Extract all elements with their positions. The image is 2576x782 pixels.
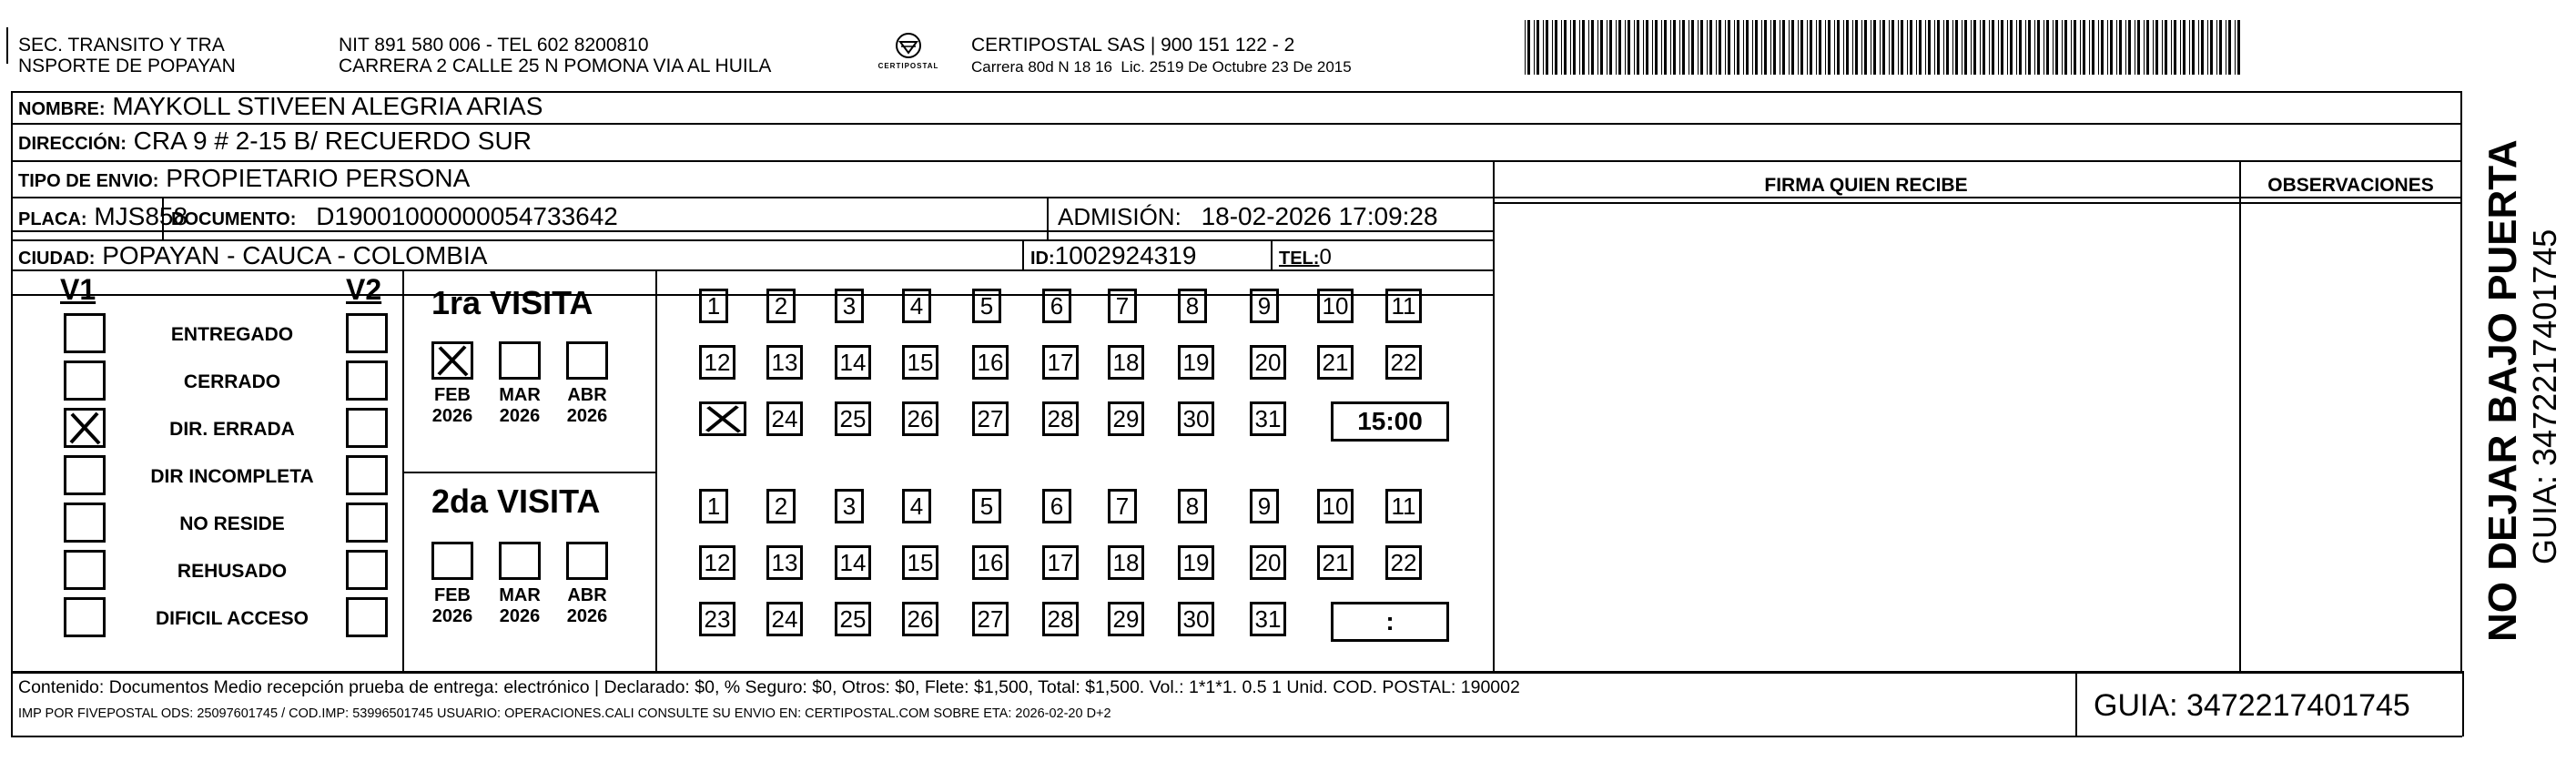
v1-checkbox[interactable]: [64, 361, 106, 401]
day-box[interactable]: 15: [902, 545, 938, 580]
side-guia: GUIA: 3472217401745: [2526, 229, 2563, 564]
day-box[interactable]: 20: [1250, 345, 1286, 380]
status-option-label: NO RESIDE: [179, 513, 285, 534]
day-box[interactable]: 16: [972, 345, 1009, 380]
month-label: FEB 2026: [431, 385, 473, 426]
day-box[interactable]: 19: [1178, 545, 1214, 580]
status-option-label: REHUSADO: [177, 561, 288, 582]
day-box[interactable]: 24: [766, 602, 803, 636]
status-option-label: DIFICIL ACCESO: [155, 608, 309, 629]
day-box[interactable]: 22: [1385, 545, 1422, 580]
day-box[interactable]: 18: [1108, 545, 1144, 580]
v2-label: V2: [346, 273, 382, 306]
shipment-type: PROPIETARIO PERSONA: [166, 164, 471, 192]
month-label: ABR 2026: [566, 585, 608, 626]
v1-checkbox[interactable]: [64, 550, 106, 590]
day-box[interactable]: 5: [972, 289, 1001, 323]
recipient-address-row: [18, 127, 532, 156]
day-box[interactable]: 27: [972, 401, 1009, 436]
day-box[interactable]: 8: [1178, 289, 1207, 323]
company-name: CERTIPOSTAL SAS | 900 151 122 - 2: [971, 35, 1295, 56]
month-checkbox[interactable]: [431, 542, 473, 580]
certipostal-logo: CERTIPOSTAL: [874, 27, 943, 76]
admission-value: 18-02-2026 17:09:28: [1201, 202, 1438, 230]
city-field: CIUDAD: POPAYAN - CAUCA - COLOMBIA: [18, 241, 488, 269]
day-box[interactable]: 24: [766, 401, 803, 436]
plate-field: PLACA: MJS858: [18, 202, 188, 230]
day-box[interactable]: 29: [1108, 401, 1144, 436]
day-box[interactable]: 9: [1250, 289, 1279, 323]
day-box[interactable]: 28: [1042, 401, 1079, 436]
day-box[interactable]: 2: [766, 489, 796, 523]
day-box[interactable]: 6: [1042, 289, 1071, 323]
document-value: D19001000000054733642: [316, 202, 618, 230]
v2-checkbox[interactable]: [346, 503, 388, 543]
month-label: MAR 2026: [499, 385, 541, 426]
sender-nit: NIT 891 580 006 - TEL 602 8200810: [339, 35, 649, 56]
footer-guia: GUIA: 3472217401745: [2094, 688, 2410, 723]
status-option-label: CERRADO: [183, 371, 281, 392]
day-box[interactable]: 25: [835, 602, 871, 636]
day-box[interactable]: 23: [699, 602, 735, 636]
month-checkbox[interactable]: [566, 341, 608, 380]
day-box[interactable]: 11: [1385, 289, 1422, 323]
footer-content-line: Contenido: Documentos Medio recepción prueba de entrega: electrónico | Declarado: $0, % Seguro: $0, Otros: $0, Flete: $1,500, Total: $1,500. Vol.: 1*1*1. 0.5 1 Unid. COD. POSTAL: 190002: [18, 677, 1520, 697]
day-box[interactable]: 18: [1108, 345, 1144, 380]
month-label: MAR 2026: [499, 585, 541, 626]
day-box[interactable]: 26: [902, 401, 938, 436]
day-box[interactable]: 10: [1317, 289, 1354, 323]
v2-checkbox[interactable]: [346, 361, 388, 401]
day-box[interactable]: 25: [835, 401, 871, 436]
month-checkbox[interactable]: [499, 542, 541, 580]
day-box[interactable]: 7: [1108, 489, 1137, 523]
day-box[interactable]: 1: [699, 489, 728, 523]
day-box[interactable]: 17: [1042, 545, 1079, 580]
day-box[interactable]: 9: [1250, 489, 1279, 523]
day-box[interactable]: [699, 401, 746, 436]
plate-value: MJS858: [94, 202, 188, 230]
city-value: POPAYAN - CAUCA - COLOMBIA: [102, 241, 488, 269]
visit2-title: 2da VISITA: [431, 482, 601, 520]
day-box[interactable]: 14: [835, 345, 871, 380]
v1-checkbox[interactable]: [64, 597, 106, 637]
v1-checkbox[interactable]: [64, 408, 106, 448]
day-box[interactable]: 12: [699, 545, 735, 580]
day-box[interactable]: 8: [1178, 489, 1207, 523]
v1-label: V1: [60, 273, 96, 306]
shipment-type-label: TIPO DE ENVIO:: [18, 171, 159, 191]
day-box[interactable]: 10: [1317, 489, 1354, 523]
day-box[interactable]: 17: [1042, 345, 1079, 380]
day-box[interactable]: 20: [1250, 545, 1286, 580]
day-box[interactable]: 11: [1385, 489, 1422, 523]
sender-address: CARRERA 2 CALLE 25 N POMONA VIA AL HUILA: [339, 56, 772, 76]
day-box[interactable]: 28: [1042, 602, 1079, 636]
month-checkbox[interactable]: [499, 341, 541, 380]
v2-checkbox[interactable]: [346, 408, 388, 448]
recipient-address: CRA 9 # 2-15 B/ RECUERDO SUR: [133, 127, 532, 155]
v1-checkbox[interactable]: [64, 455, 106, 495]
day-box[interactable]: 26: [902, 602, 938, 636]
day-box[interactable]: 31: [1250, 602, 1286, 636]
status-option-label: DIR INCOMPLETA: [150, 466, 314, 487]
day-box[interactable]: 21: [1317, 345, 1354, 380]
day-box[interactable]: 1: [699, 289, 728, 323]
document-field: DOCUMENTO: D19001000000054733642: [171, 202, 618, 230]
day-box[interactable]: 3: [835, 289, 864, 323]
day-box[interactable]: 4: [902, 489, 931, 523]
day-box[interactable]: 3: [835, 489, 864, 523]
footer-print-line: IMP POR FIVEPOSTAL ODS: 25097601745 / COD.IMP: 53996501745 USUARIO: OPERACIONES.CALI CONSULTE SU ENVIO EN: CERTIPOSTAL.COM SOBRE ETA: 2026-02-20 D+2: [18, 706, 1111, 721]
day-box[interactable]: 4: [902, 289, 931, 323]
day-box[interactable]: 19: [1178, 345, 1214, 380]
sender-entity-line1: SEC. TRANSITO Y TRA: [18, 35, 225, 56]
time-box[interactable]: 15:00: [1331, 401, 1449, 442]
recipient-name-row: [18, 92, 543, 121]
visit1-title: 1ra VISITA: [431, 284, 593, 321]
name-label: NOMBRE:: [18, 99, 106, 119]
tel-value: 0: [1319, 245, 1332, 269]
address-label: DIRECCIÓN:: [18, 134, 127, 154]
v1-checkbox[interactable]: [64, 503, 106, 543]
day-box[interactable]: 14: [835, 545, 871, 580]
day-box[interactable]: 2: [766, 289, 796, 323]
shipment-type-row: [18, 164, 470, 193]
company-license: Carrera 80d N 18 16 Lic. 2519 De Octubre 23 De 2015: [971, 58, 1352, 76]
day-box[interactable]: 30: [1178, 401, 1214, 436]
id-value: 1002924319: [1054, 241, 1197, 269]
status-option-label: DIR. ERRADA: [169, 419, 295, 440]
side-warning: NO DEJAR BAJO PUERTA: [2480, 139, 2525, 642]
day-box[interactable]: 27: [972, 602, 1009, 636]
signature-header: FIRMA QUIEN RECIBE: [1764, 175, 1968, 196]
status-option-label: ENTREGADO: [170, 324, 294, 345]
day-box[interactable]: 13: [766, 345, 803, 380]
barcode: [1525, 20, 2244, 76]
day-box[interactable]: 30: [1178, 602, 1214, 636]
day-box[interactable]: 22: [1385, 345, 1422, 380]
v2-checkbox[interactable]: [346, 455, 388, 495]
month-checkbox[interactable]: [431, 341, 473, 380]
day-box[interactable]: 16: [972, 545, 1009, 580]
day-box[interactable]: 21: [1317, 545, 1354, 580]
observations-header: OBSERVACIONES: [2267, 175, 2434, 196]
day-box[interactable]: 12: [699, 345, 735, 380]
recipient-name: MAYKOLL STIVEEN ALEGRIA ARIAS: [112, 92, 543, 120]
day-box[interactable]: 6: [1042, 489, 1071, 523]
day-box[interactable]: 31: [1250, 401, 1286, 436]
id-field: ID:1002924319: [1030, 241, 1197, 269]
admission-field: ADMISIÓN: 18-02-2026 17:09:28: [1058, 202, 1438, 230]
day-box[interactable]: 7: [1108, 289, 1137, 323]
day-box[interactable]: 13: [766, 545, 803, 580]
month-checkbox[interactable]: [566, 542, 608, 580]
month-label: ABR 2026: [566, 385, 608, 426]
tel-field: TEL:0: [1279, 245, 1332, 269]
v2-checkbox[interactable]: [346, 313, 388, 353]
day-box[interactable]: 5: [972, 489, 1001, 523]
day-box[interactable]: 29: [1108, 602, 1144, 636]
sender-entity-line2: NSPORTE DE POPAYAN: [18, 56, 236, 76]
time-box[interactable]: :: [1331, 602, 1449, 642]
day-box[interactable]: 15: [902, 345, 938, 380]
month-label: FEB 2026: [431, 585, 473, 626]
v2-checkbox[interactable]: [346, 597, 388, 637]
v1-checkbox[interactable]: [64, 313, 106, 353]
v2-checkbox[interactable]: [346, 550, 388, 590]
